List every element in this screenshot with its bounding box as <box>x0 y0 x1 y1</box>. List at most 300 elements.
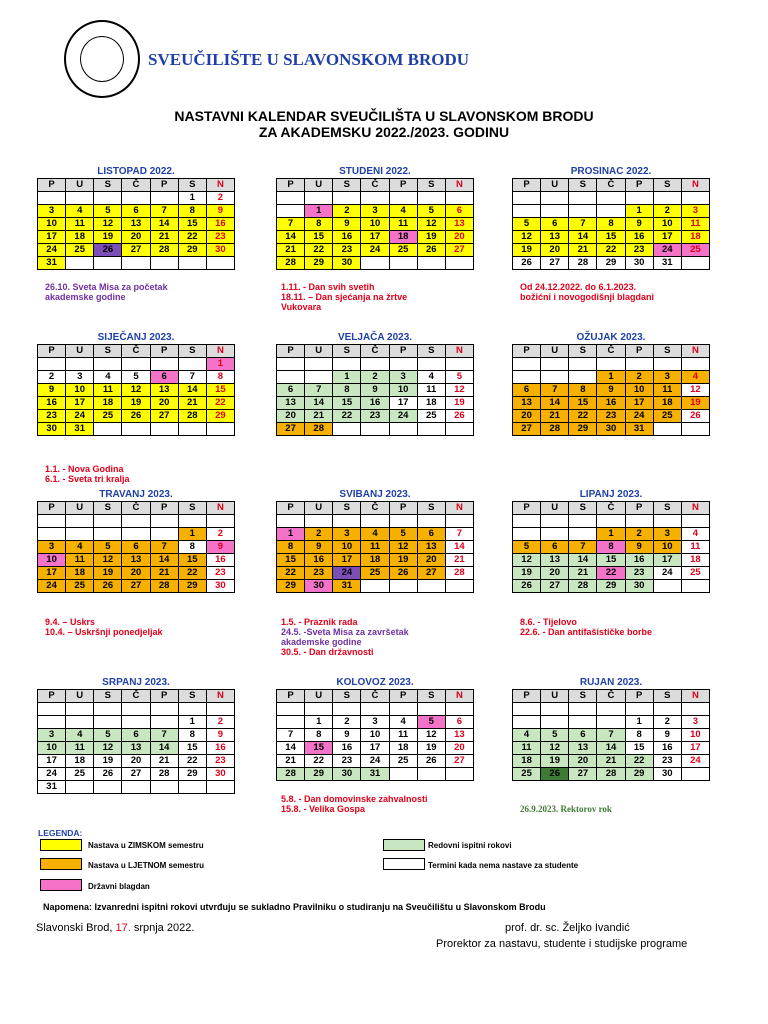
day-cell: 3 <box>333 528 361 541</box>
day-cell: 28 <box>597 768 625 781</box>
day-cell: 15 <box>178 218 206 231</box>
day-cell <box>597 703 625 716</box>
legend-swatch-termini <box>383 858 425 870</box>
day-cell: 9 <box>361 384 389 397</box>
day-cell <box>681 257 709 270</box>
day-cell: 17 <box>653 554 681 567</box>
day-cell: 15 <box>178 742 206 755</box>
day-cell: 28 <box>150 580 178 593</box>
day-cell: 23 <box>206 567 234 580</box>
day-cell: 26 <box>513 257 541 270</box>
day-cell: 13 <box>417 541 445 554</box>
day-cell: 28 <box>305 423 333 436</box>
university-name: SVEUČILIŠTE U SLAVONSKOM BRODU <box>148 50 470 69</box>
month-11 <box>512 676 710 781</box>
day-cell: 21 <box>150 755 178 768</box>
day-cell: 15 <box>597 554 625 567</box>
day-cell <box>389 257 417 270</box>
day-header: Č <box>597 345 625 358</box>
note-line: 5.8. - Dan domovinske zahvalnosti <box>281 794 428 804</box>
day-cell <box>206 781 234 794</box>
day-cell: 20 <box>150 397 178 410</box>
note-line: 30.5. - Dan državnosti <box>281 647 374 657</box>
day-cell: 2 <box>653 716 681 729</box>
day-cell: 1 <box>178 192 206 205</box>
day-cell: 26 <box>94 768 122 781</box>
day-cell: 3 <box>361 205 389 218</box>
footer-place-date: Slavonski Brod, 17. srpnja 2022. <box>36 922 195 934</box>
day-header: P <box>513 690 541 703</box>
day-cell <box>513 371 541 384</box>
day-cell: 19 <box>513 567 541 580</box>
month-name: PROSINAC 2022. <box>570 166 652 177</box>
day-cell: 29 <box>305 257 333 270</box>
day-cell: 4 <box>66 205 94 218</box>
day-cell <box>569 703 597 716</box>
day-cell <box>541 716 569 729</box>
day-cell: 15 <box>333 397 361 410</box>
day-cell: 27 <box>445 244 473 257</box>
day-cell: 21 <box>178 397 206 410</box>
day-cell: 28 <box>541 423 569 436</box>
day-cell: 8 <box>178 541 206 554</box>
day-header: Č <box>122 690 150 703</box>
day-header: P <box>38 690 66 703</box>
day-cell: 13 <box>541 554 569 567</box>
day-cell: 4 <box>66 729 94 742</box>
day-cell: 14 <box>569 554 597 567</box>
day-cell <box>94 192 122 205</box>
day-cell: 14 <box>150 742 178 755</box>
month-0 <box>37 165 235 270</box>
day-cell <box>277 515 305 528</box>
day-cell: 29 <box>178 580 206 593</box>
day-cell: 26 <box>94 580 122 593</box>
day-cell: 25 <box>94 410 122 423</box>
month-name: RUJAN 2023. <box>579 677 643 688</box>
day-cell: 3 <box>389 371 417 384</box>
day-cell <box>305 192 333 205</box>
day-cell: 7 <box>150 729 178 742</box>
day-cell: 19 <box>541 755 569 768</box>
day-cell: 22 <box>178 755 206 768</box>
day-cell: 8 <box>178 729 206 742</box>
month-8 <box>512 488 710 593</box>
day-cell: 21 <box>305 410 333 423</box>
day-cell: 22 <box>305 755 333 768</box>
legend-swatch-ispitni <box>383 839 425 851</box>
day-header: S <box>569 502 597 515</box>
day-cell: 8 <box>597 541 625 554</box>
day-header: S <box>417 690 445 703</box>
day-cell <box>625 703 653 716</box>
day-cell <box>94 423 122 436</box>
day-cell: 11 <box>681 541 709 554</box>
day-cell <box>569 371 597 384</box>
day-cell: 17 <box>66 397 94 410</box>
day-cell <box>333 192 361 205</box>
day-header: U <box>305 502 333 515</box>
day-cell: 14 <box>445 541 473 554</box>
day-cell: 21 <box>150 567 178 580</box>
day-cell: 10 <box>333 541 361 554</box>
day-cell <box>38 528 66 541</box>
day-cell <box>653 703 681 716</box>
note-line: Vukovara <box>281 302 322 312</box>
day-cell: 2 <box>625 371 653 384</box>
day-cell <box>305 371 333 384</box>
day-cell <box>38 703 66 716</box>
day-cell <box>625 515 653 528</box>
month-name: LISTOPAD 2022. <box>97 166 175 177</box>
day-cell <box>122 515 150 528</box>
day-cell: 3 <box>361 716 389 729</box>
day-cell: 26 <box>389 567 417 580</box>
day-cell: 31 <box>38 257 66 270</box>
month-table <box>512 344 710 436</box>
day-cell <box>122 257 150 270</box>
note-line: 9.4. – Uskrs <box>45 617 96 627</box>
day-cell <box>445 257 473 270</box>
day-cell: 25 <box>653 410 681 423</box>
day-cell: 10 <box>653 218 681 231</box>
day-cell: 14 <box>150 554 178 567</box>
day-cell: 20 <box>122 755 150 768</box>
day-cell: 1 <box>597 371 625 384</box>
day-cell: 18 <box>513 755 541 768</box>
day-cell: 20 <box>122 567 150 580</box>
day-cell: 9 <box>206 541 234 554</box>
day-cell: 1 <box>305 716 333 729</box>
day-cell: 6 <box>277 384 305 397</box>
day-cell: 25 <box>361 567 389 580</box>
month-name: SIJEČANJ 2023. <box>97 332 175 343</box>
day-cell <box>653 358 681 371</box>
day-cell: 3 <box>681 716 709 729</box>
day-cell: 16 <box>38 397 66 410</box>
day-header: S <box>94 690 122 703</box>
month-table <box>276 501 474 593</box>
day-cell: 30 <box>597 423 625 436</box>
day-cell: 23 <box>333 244 361 257</box>
day-header: Č <box>122 345 150 358</box>
day-cell: 17 <box>361 742 389 755</box>
day-cell <box>389 768 417 781</box>
day-cell: 6 <box>122 541 150 554</box>
day-cell <box>122 192 150 205</box>
document-title: NASTAVNI KALENDAR SVEUČILIŠTA U SLAVONSKOM BRODU <box>174 108 594 124</box>
day-cell: 20 <box>569 755 597 768</box>
day-cell: 13 <box>122 554 150 567</box>
day-cell: 26 <box>417 755 445 768</box>
day-cell <box>361 580 389 593</box>
note-kolovoz <box>281 794 428 814</box>
note-travanj <box>45 617 163 637</box>
day-header: P <box>277 502 305 515</box>
day-cell: 3 <box>38 729 66 742</box>
day-cell <box>417 423 445 436</box>
day-cell: 28 <box>277 257 305 270</box>
day-cell: 14 <box>597 742 625 755</box>
day-cell <box>569 358 597 371</box>
day-cell <box>445 703 473 716</box>
day-cell: 27 <box>150 410 178 423</box>
day-cell: 29 <box>597 580 625 593</box>
day-cell: 8 <box>333 384 361 397</box>
day-header: N <box>681 179 709 192</box>
day-cell: 29 <box>625 768 653 781</box>
day-cell <box>513 205 541 218</box>
day-cell: 1 <box>305 205 333 218</box>
day-cell <box>66 358 94 371</box>
month-name: OŽUJAK 2023. <box>576 332 646 343</box>
legend-ispitni: Redovni ispitni rokovi <box>428 841 512 850</box>
day-cell <box>681 580 709 593</box>
day-cell: 12 <box>94 554 122 567</box>
day-cell: 19 <box>389 554 417 567</box>
day-cell <box>94 781 122 794</box>
day-cell: 13 <box>569 742 597 755</box>
day-cell <box>417 257 445 270</box>
day-cell: 8 <box>625 729 653 742</box>
day-cell: 17 <box>653 231 681 244</box>
day-cell: 9 <box>597 384 625 397</box>
day-cell: 11 <box>681 218 709 231</box>
day-cell: 24 <box>38 244 66 257</box>
day-cell: 2 <box>361 371 389 384</box>
day-cell: 31 <box>333 580 361 593</box>
day-header: S <box>333 345 361 358</box>
day-cell: 21 <box>277 755 305 768</box>
day-cell: 1 <box>178 528 206 541</box>
day-cell: 29 <box>305 768 333 781</box>
day-header: P <box>38 179 66 192</box>
day-cell: 24 <box>38 580 66 593</box>
day-cell: 25 <box>417 410 445 423</box>
day-cell <box>178 358 206 371</box>
day-cell: 10 <box>625 384 653 397</box>
day-cell <box>417 358 445 371</box>
day-cell: 6 <box>541 218 569 231</box>
day-header: P <box>389 502 417 515</box>
day-cell <box>361 703 389 716</box>
day-cell: 15 <box>277 554 305 567</box>
month-table <box>37 689 235 794</box>
day-cell <box>150 257 178 270</box>
day-cell: 28 <box>569 257 597 270</box>
month-name: SVIBANJ 2023. <box>339 489 411 500</box>
day-cell: 13 <box>122 218 150 231</box>
day-cell <box>597 716 625 729</box>
day-cell: 2 <box>206 192 234 205</box>
day-header: U <box>66 690 94 703</box>
month-10 <box>276 676 474 781</box>
day-cell <box>681 515 709 528</box>
day-cell <box>38 192 66 205</box>
day-header: S <box>653 690 681 703</box>
day-cell: 4 <box>681 528 709 541</box>
day-cell: 16 <box>206 218 234 231</box>
legend-swatch-ljetni <box>40 858 82 870</box>
day-cell: 24 <box>389 410 417 423</box>
day-cell: 20 <box>445 231 473 244</box>
note-rujan <box>520 804 612 814</box>
day-header: N <box>445 345 473 358</box>
day-cell: 16 <box>305 554 333 567</box>
day-cell: 25 <box>513 768 541 781</box>
day-cell <box>150 703 178 716</box>
day-header: P <box>625 179 653 192</box>
day-cell: 30 <box>38 423 66 436</box>
day-cell: 18 <box>66 231 94 244</box>
day-cell: 13 <box>513 397 541 410</box>
day-cell <box>122 358 150 371</box>
day-header: U <box>66 345 94 358</box>
note-line: 26.9.2023. Rektorov rok <box>520 804 612 814</box>
day-cell: 10 <box>653 541 681 554</box>
day-cell <box>513 358 541 371</box>
day-cell: 18 <box>653 397 681 410</box>
day-cell: 22 <box>597 567 625 580</box>
day-cell <box>66 257 94 270</box>
day-cell <box>277 205 305 218</box>
day-cell: 21 <box>541 410 569 423</box>
day-header: P <box>625 690 653 703</box>
day-cell <box>361 515 389 528</box>
day-cell: 30 <box>625 580 653 593</box>
day-cell: 13 <box>122 742 150 755</box>
day-cell: 25 <box>66 768 94 781</box>
day-cell: 9 <box>333 729 361 742</box>
day-cell: 18 <box>66 755 94 768</box>
day-cell: 27 <box>541 257 569 270</box>
day-cell <box>569 515 597 528</box>
day-cell: 31 <box>66 423 94 436</box>
day-header: S <box>94 502 122 515</box>
day-cell: 19 <box>445 397 473 410</box>
day-cell <box>569 192 597 205</box>
note-line: 15.8. - Velika Gospa <box>281 804 366 814</box>
day-cell: 9 <box>625 541 653 554</box>
day-cell <box>277 358 305 371</box>
month-name: KOLOVOZ 2023. <box>336 677 414 688</box>
day-cell: 25 <box>66 244 94 257</box>
day-cell: 30 <box>206 580 234 593</box>
day-cell <box>389 515 417 528</box>
day-cell: 20 <box>417 554 445 567</box>
footer-signer: prof. dr. sc. Željko Ivandić <box>505 922 630 934</box>
day-cell <box>206 515 234 528</box>
day-cell <box>597 515 625 528</box>
day-cell: 8 <box>597 218 625 231</box>
day-cell: 5 <box>389 528 417 541</box>
day-cell <box>206 257 234 270</box>
day-cell: 19 <box>94 231 122 244</box>
day-cell: 25 <box>66 580 94 593</box>
day-header: P <box>277 690 305 703</box>
month-table <box>37 178 235 270</box>
day-cell: 15 <box>178 554 206 567</box>
day-cell <box>38 358 66 371</box>
day-cell: 19 <box>94 567 122 580</box>
day-header: P <box>513 179 541 192</box>
day-header: Č <box>361 345 389 358</box>
day-cell <box>625 358 653 371</box>
day-cell: 9 <box>653 729 681 742</box>
month-name: TRAVANJ 2023. <box>99 489 173 500</box>
legend-title: LEGENDA: <box>38 828 83 838</box>
document-subtitle: ZA AKADEMSKU 2022./2023. GODINU <box>258 124 510 140</box>
day-cell: 13 <box>445 729 473 742</box>
note-line: 1.11. - Dan svih svetih <box>281 282 375 292</box>
day-cell: 23 <box>653 755 681 768</box>
day-cell: 30 <box>333 768 361 781</box>
day-header: N <box>206 179 234 192</box>
day-cell <box>178 781 206 794</box>
day-cell: 8 <box>206 371 234 384</box>
day-cell: 8 <box>305 729 333 742</box>
day-cell: 15 <box>305 742 333 755</box>
day-cell: 22 <box>597 244 625 257</box>
day-header: P <box>38 502 66 515</box>
day-cell <box>681 358 709 371</box>
day-cell <box>206 423 234 436</box>
day-cell <box>361 358 389 371</box>
day-cell: 11 <box>389 729 417 742</box>
day-cell: 16 <box>206 742 234 755</box>
day-cell: 22 <box>277 567 305 580</box>
day-cell: 2 <box>653 205 681 218</box>
day-cell: 21 <box>277 244 305 257</box>
day-cell: 28 <box>445 567 473 580</box>
day-cell <box>653 192 681 205</box>
day-cell: 25 <box>389 755 417 768</box>
note-line: 18.11. – Dan sjećanja na žrtve <box>281 292 408 302</box>
day-header: S <box>178 179 206 192</box>
day-cell: 1 <box>625 205 653 218</box>
day-header: N <box>681 690 709 703</box>
day-cell <box>150 716 178 729</box>
day-cell <box>361 257 389 270</box>
day-cell <box>541 515 569 528</box>
day-cell: 4 <box>513 729 541 742</box>
day-cell <box>178 257 206 270</box>
day-cell: 7 <box>277 729 305 742</box>
day-cell: 9 <box>625 218 653 231</box>
day-cell <box>150 781 178 794</box>
month-table <box>37 344 235 436</box>
day-cell: 18 <box>389 742 417 755</box>
day-cell: 16 <box>333 742 361 755</box>
day-cell <box>305 703 333 716</box>
day-cell <box>541 358 569 371</box>
day-cell: 20 <box>541 244 569 257</box>
day-cell: 11 <box>417 384 445 397</box>
day-header: S <box>178 690 206 703</box>
day-cell: 18 <box>417 397 445 410</box>
day-cell: 28 <box>150 244 178 257</box>
day-header: U <box>66 179 94 192</box>
day-cell <box>178 423 206 436</box>
day-cell: 19 <box>94 755 122 768</box>
note-lipanj <box>520 617 652 637</box>
day-header: U <box>66 502 94 515</box>
day-cell: 23 <box>206 231 234 244</box>
day-cell: 2 <box>625 528 653 541</box>
day-cell: 23 <box>333 755 361 768</box>
day-cell: 1 <box>597 528 625 541</box>
day-cell: 16 <box>653 742 681 755</box>
